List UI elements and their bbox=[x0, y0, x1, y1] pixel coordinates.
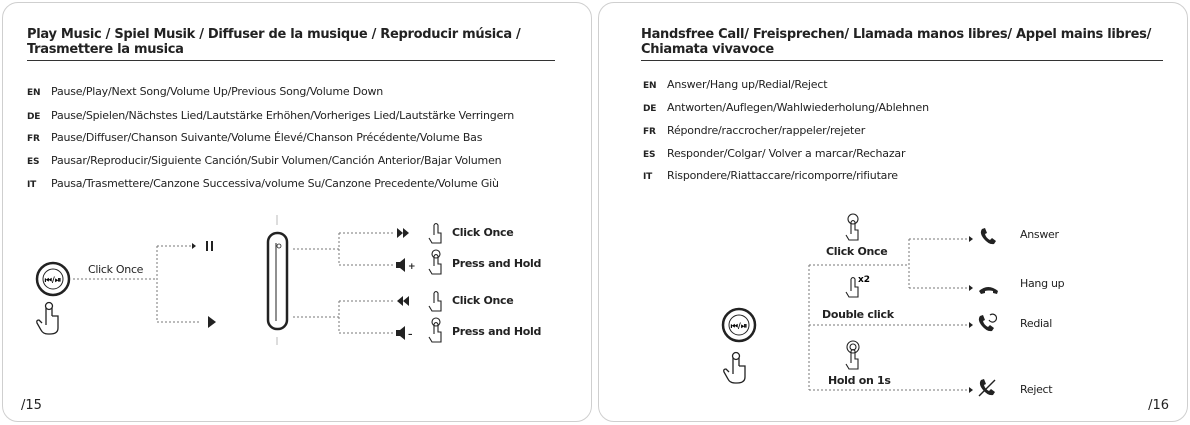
language-code: FR bbox=[643, 127, 656, 137]
language-code: ES bbox=[27, 157, 40, 167]
svg-text:⏮/⏯: ⏮/⏯ bbox=[44, 275, 62, 285]
action-label: Press and Hold bbox=[452, 257, 542, 270]
action-label: Click Once bbox=[452, 294, 514, 307]
earpiece-device-icon bbox=[268, 215, 287, 345]
hand-hold-icon bbox=[429, 250, 441, 274]
result-label: Redial bbox=[1020, 317, 1052, 330]
svg-text:⏮/⏯: ⏮/⏯ bbox=[730, 321, 748, 331]
gesture-label: Double click bbox=[822, 308, 894, 321]
hand-hold-icon bbox=[429, 318, 441, 342]
action-label: Click Once bbox=[452, 226, 514, 239]
hand-pointer-icon bbox=[724, 353, 745, 384]
volume-down-icon bbox=[396, 326, 413, 340]
language-code: IT bbox=[27, 180, 37, 190]
page-number: /15 bbox=[21, 398, 42, 413]
language-text: Pausa/Trasmettere/Canzone Successiva/volume Su/Canzone Precedente/Volume Giù bbox=[51, 177, 499, 190]
volume-up-icon bbox=[396, 258, 416, 272]
hand-tap-icon bbox=[846, 214, 858, 240]
click-once-label: Click Once bbox=[88, 263, 144, 276]
page-play-music bbox=[2, 2, 592, 422]
handsfree-call-diagram bbox=[599, 3, 1188, 422]
language-text: Pause/Diffuser/Chanson Suivante/Volume Élevé/Chanson Précédente/Volume Bas bbox=[51, 131, 483, 144]
language-code: DE bbox=[27, 112, 41, 122]
next-track-icon bbox=[397, 228, 409, 238]
play-icon bbox=[208, 316, 216, 328]
result-label: Hang up bbox=[1020, 277, 1065, 290]
reject-phone-icon bbox=[979, 379, 995, 396]
language-text: Antworten/Auflegen/Wahlwiederholung/Ablehnen bbox=[667, 101, 929, 114]
pause-icon bbox=[206, 241, 213, 251]
hang-up-phone-icon bbox=[979, 287, 998, 294]
answer-phone-icon bbox=[981, 228, 996, 244]
language-code: EN bbox=[27, 88, 41, 98]
language-code: IT bbox=[643, 172, 653, 182]
multifunction-button-icon bbox=[37, 263, 69, 295]
language-text: Pause/Spielen/Nächstes Lied/Lautstärke Erhöhen/Vorheriges Lied/Lautstärke Verringern bbox=[51, 109, 515, 122]
hand-double-tap-icon bbox=[846, 278, 858, 298]
language-text: Responder/Colgar/ Volver a marcar/Rechazar bbox=[667, 147, 906, 160]
language-code: EN bbox=[643, 81, 657, 91]
action-label: Press and Hold bbox=[452, 325, 542, 338]
svg-text:+: + bbox=[408, 262, 416, 272]
multifunction-button-icon bbox=[723, 309, 755, 341]
gesture-label: Hold on 1s bbox=[828, 374, 891, 387]
hand-hold-icon bbox=[846, 341, 859, 369]
result-label: Reject bbox=[1020, 383, 1053, 396]
language-text: Pausar/Reproducir/Siguiente Canción/Subir Volumen/Canción Anterior/Bajar Volumen bbox=[51, 154, 502, 167]
play-music-diagram bbox=[3, 3, 592, 422]
result-label: Answer bbox=[1020, 228, 1059, 241]
hand-tap-icon bbox=[429, 224, 441, 244]
language-code: ES bbox=[643, 150, 656, 160]
language-text: Answer/Hang up/Redial/Reject bbox=[667, 78, 828, 91]
language-text: Rispondere/Riattaccare/ricomporre/rifiutare bbox=[667, 169, 898, 182]
svg-text:–: – bbox=[408, 330, 413, 340]
language-code: FR bbox=[27, 134, 40, 144]
page-title: Handsfree Call/ Freisprechen/ Llamada manos libres/ Appel mains libres/ Chiamata vivavoce bbox=[641, 27, 1163, 61]
redial-phone-icon bbox=[979, 314, 997, 331]
language-code: DE bbox=[643, 104, 657, 114]
page-title: Play Music / Spiel Musik / Diffuser de la musique / Reproducir música / Trasmettere la musica bbox=[27, 27, 555, 61]
page-handsfree-call bbox=[598, 2, 1188, 422]
language-text: Pause/Play/Next Song/Volume Up/Previous Song/Volume Down bbox=[51, 85, 384, 98]
previous-track-icon bbox=[397, 296, 409, 306]
hand-tap-icon bbox=[429, 292, 441, 312]
page-number: /16 bbox=[1148, 398, 1169, 413]
language-text: Répondre/raccrocher/rappeler/rejeter bbox=[667, 124, 866, 137]
hand-pointer-icon bbox=[37, 303, 58, 335]
gesture-label: Click Once bbox=[826, 245, 888, 258]
double-click-badge: x2 bbox=[858, 275, 871, 285]
